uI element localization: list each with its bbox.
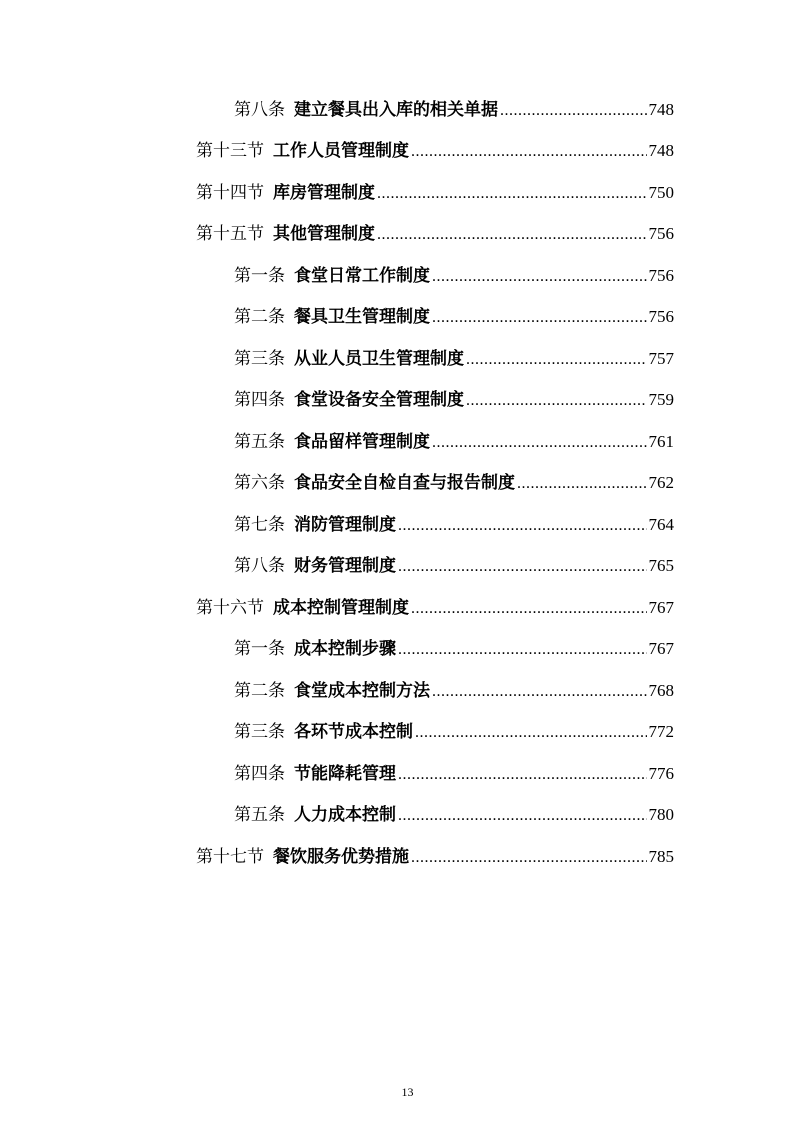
toc-entry-line [234,433,674,451]
toc-entry-title: 建立餐具出入库的相关单据 [294,99,498,120]
toc-article-entry[interactable] [0,546,793,588]
toc-entry-line [234,391,674,409]
toc-entry-page: 776 [648,763,674,783]
toc-entry-page: 761 [648,431,674,451]
toc-entry-line [234,350,674,368]
toc-dot-leader [432,310,647,326]
toc-entry-line [234,101,674,119]
toc-entry-page: 756 [648,265,674,285]
toc-entry-page: 768 [648,680,674,700]
toc-article-entry[interactable] [0,338,793,380]
table-of-contents [0,89,793,878]
page-number: 13 [401,1085,414,1099]
toc-article-entry[interactable] [0,89,793,131]
toc-entry-number: 第一条 [234,265,285,286]
toc-entry-number: 第六条 [234,473,285,494]
toc-dot-leader [466,352,647,368]
toc-entry-number: 第八条 [234,99,285,120]
toc-entry-line [196,184,674,202]
toc-dot-leader [517,476,647,492]
toc-entry-line [196,142,674,160]
toc-dot-leader [432,684,647,700]
toc-entry-title: 餐具卫生管理制度 [294,307,430,328]
toc-article-entry[interactable] [0,421,793,463]
toc-article-entry[interactable] [0,297,793,339]
toc-entry-line [234,267,674,285]
toc-entry-title: 食堂成本控制方法 [294,680,430,701]
toc-section-entry[interactable] [0,172,793,214]
toc-article-entry[interactable] [0,629,793,671]
toc-entry-number: 第十三节 [196,141,264,162]
toc-dot-leader [415,725,647,741]
toc-entry-line [234,806,674,824]
toc-dot-leader [432,269,647,285]
toc-entry-number: 第三条 [234,722,285,743]
toc-dot-leader [411,144,647,160]
toc-entry-number: 第五条 [234,431,285,452]
toc-entry-line [234,723,674,741]
toc-entry-title: 其他管理制度 [273,224,375,245]
toc-section-entry[interactable] [0,836,793,878]
toc-entry-title: 餐饮服务优势措施 [273,846,409,867]
toc-entry-title: 食品留样管理制度 [294,431,430,452]
toc-entry-line [234,765,674,783]
toc-entry-title: 各环节成本控制 [294,722,413,743]
toc-entry-title: 成本控制步骤 [294,639,396,660]
toc-entry-title: 库房管理制度 [273,182,375,203]
toc-entry-page: 767 [648,639,674,659]
toc-entry-line [196,599,674,617]
toc-entry-title: 从业人员卫生管理制度 [294,348,464,369]
toc-entry-number: 第八条 [234,556,285,577]
toc-entry-page: 748 [648,99,674,119]
toc-entry-line [234,516,674,534]
toc-dot-leader [411,850,647,866]
toc-entry-title: 财务管理制度 [294,556,396,577]
toc-article-entry[interactable] [0,463,793,505]
toc-article-entry[interactable] [0,504,793,546]
toc-entry-title: 食堂设备安全管理制度 [294,390,464,411]
toc-entry-line [234,308,674,326]
toc-entry-title: 消防管理制度 [294,514,396,535]
toc-entry-page: 767 [648,597,674,617]
toc-entry-number: 第十五节 [196,224,264,245]
toc-entry-page: 762 [648,473,674,493]
toc-entry-page: 764 [648,514,674,534]
toc-dot-leader [398,767,647,783]
toc-entry-page: 765 [648,556,674,576]
toc-entry-number: 第十六节 [196,597,264,618]
toc-dot-leader [377,227,647,243]
toc-section-entry[interactable] [0,131,793,173]
toc-entry-page: 756 [648,224,674,244]
toc-article-entry[interactable] [0,795,793,837]
toc-entry-number: 第四条 [234,763,285,784]
toc-entry-page: 750 [648,182,674,202]
toc-entry-number: 第十七节 [196,846,264,867]
toc-dot-leader [398,559,647,575]
toc-section-entry[interactable] [0,214,793,256]
toc-entry-number: 第十四节 [196,182,264,203]
toc-dot-leader [411,601,647,617]
toc-entry-line [234,682,674,700]
toc-entry-number: 第二条 [234,307,285,328]
toc-entry-title: 食堂日常工作制度 [294,265,430,286]
toc-entry-line [234,557,674,575]
toc-entry-page: 772 [648,722,674,742]
toc-article-entry[interactable] [0,753,793,795]
toc-dot-leader [398,518,647,534]
toc-entry-number: 第七条 [234,514,285,535]
toc-entry-page: 756 [648,307,674,327]
toc-dot-leader [398,642,647,658]
toc-dot-leader [466,393,647,409]
toc-dot-leader [398,808,647,824]
toc-article-entry[interactable] [0,712,793,754]
toc-entry-title: 节能降耗管理 [294,763,396,784]
toc-entry-number: 第三条 [234,348,285,369]
toc-entry-title: 食品安全自检自查与报告制度 [294,473,515,494]
toc-entry-page: 759 [648,390,674,410]
toc-entry-line [234,474,674,492]
toc-dot-leader [500,103,647,119]
toc-entry-page: 748 [648,141,674,161]
toc-entry-line [196,848,674,866]
toc-entry-title: 成本控制管理制度 [273,597,409,618]
toc-article-entry[interactable] [0,255,793,297]
toc-entry-line [196,225,674,243]
toc-article-entry[interactable] [0,670,793,712]
toc-dot-leader [377,186,647,202]
toc-entry-line [234,640,674,658]
toc-entry-number: 第五条 [234,805,285,826]
toc-article-entry[interactable] [0,380,793,422]
toc-entry-title: 人力成本控制 [294,805,396,826]
toc-entry-page: 780 [648,805,674,825]
toc-entry-number: 第二条 [234,680,285,701]
toc-dot-leader [432,435,647,451]
toc-entry-title: 工作人员管理制度 [273,141,409,162]
toc-entry-number: 第四条 [234,390,285,411]
toc-section-entry[interactable] [0,587,793,629]
toc-entry-page: 757 [648,348,674,368]
toc-entry-number: 第一条 [234,639,285,660]
toc-entry-page: 785 [648,846,674,866]
